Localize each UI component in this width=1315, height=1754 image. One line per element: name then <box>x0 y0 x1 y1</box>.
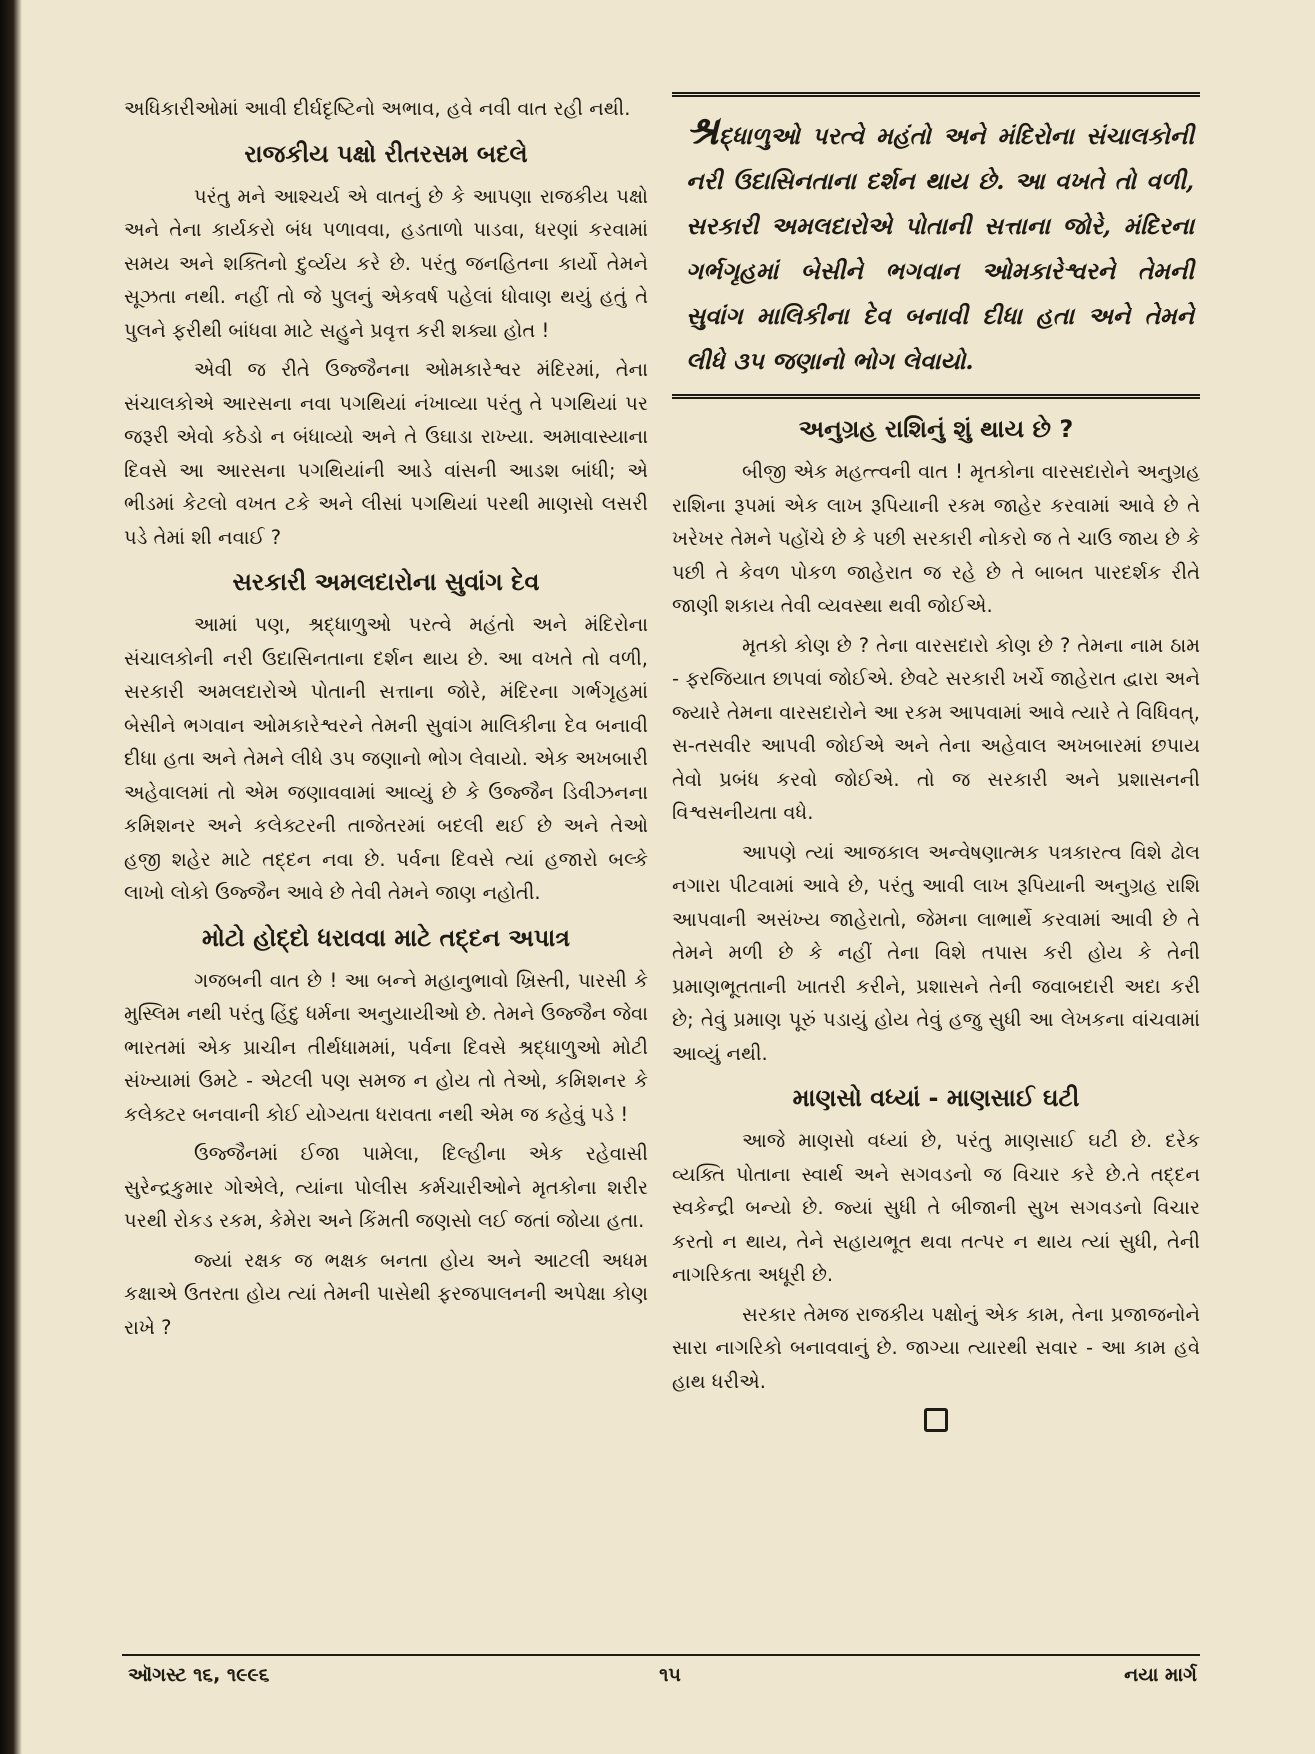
pull-quote-text <box>686 107 1194 384</box>
paragraph: એવી જ રીતે ઉજ્જૈનના ઓમકારેશ્વર મંદિરમાં, તેના સંચાલકોએ આરસના નવા પગથિયાં નંખાવ્યા પરંતુ તે પગથિયાં પર જરૂરી એવો કઠેડો ન બંધાવ્યો અને તે ઉઘાડા રાખ્યા. અમાવાસ્યાના દિવસે આ આરસના પગથિયાંની આડે વાંસની આડશ બાંધી; એ ભીડમાં કેટલો વખત ટકે અને લીસાં પગથિયાં પરથી માણસો લસરી પડે તેમાં શી નવાઈ ? <box>124 358 648 549</box>
paragraph: ઉજ્જૈનમાં ઈજા પામેલા, દિલ્હીના એક રહેવાસી સુરેન્દ્રકુમાર ગોએલે, ત્યાંના પોલીસ કર્મચારીઓને મૃતકોના શરીર પરથી રોકડ રકમ, કેમેરા અને કિંમતી જણસો લઈ જતાં જોયા હતા. <box>124 1142 648 1232</box>
section-heading: મોટો હોદ્દો ધરાવવા માટે તદ્દન અપાત્ર <box>201 923 570 952</box>
page-edge <box>0 0 22 1754</box>
right-column <box>672 92 1200 1432</box>
paragraph: આજે માણસો વધ્યાં છે, પરંતુ માણસાઈ ઘટી છે. દરેક વ્યક્તિ પોતાના સ્વાર્થ અને સગવડનો જ વિચાર કરે છે.તે તદ્દન સ્વકેન્દ્રી બન્યો છે. જ્યાં સુધી તે બીજાની સુખ સગવડનો વિચાર કરતો ન થાય, તેને સહાયભૂત થવા તત્પર ન થાય ત્યાં સુધી, તેની નાગરિકતા અધૂરી છે. <box>672 1129 1200 1286</box>
paragraph: પરંતુ મને આશ્ચર્ય એ વાતનું છે કે આપણા રાજકીય પક્ષો અને તેના કાર્યકરો બંધ પળાવવા, હડતાળો પાડવા, ધરણાં કરવામાં સમય અને શક્તિનો દુર્વ્યય કરે છે. પરંતુ જનહિતના કાર્યો તેમને સૂઝતા નથી. નહીં તો જે પુલનું એકવર્ષ પહેલાં ધોવાણ થયું હતું તે પુલને ફરીથી બાંધવા માટે સહુને પ્રવૃત્ત કરી શક્યા હોત ! <box>124 184 648 342</box>
paragraph: મૃતકો કોણ છે ? તેના વારસદારો કોણ છે ? તેમના નામ ઠામ - ફરજિયાત છાપવાં જોઈએ. છેવટે સરકારી ખર્ચે જાહેરાત દ્વારા અને જ્યારે તેમના વારસદારોને આ રકમ આપવામાં આવે ત્યારે તે વિધિવત્, સ-તસવીર આપવી જોઈએ અને તેના અહેવાલ અખબારમાં છપાય તેવો પ્રબંધ કરવો જોઈએ. તો જ સરકારી અને પ્રશાસનની વિશ્વસનીયતા વધે. <box>672 633 1200 824</box>
footer-divider <box>122 1654 1200 1656</box>
paragraph: આમાં પણ, શ્રદ્ધાળુઓ પરત્વે મહંતો અને મંદિરોના સંચાલકોની નરી ઉદાસિનતાના દર્શન થાય છે. આ વખતે તો વળી, સરકારી અમલદારોએ પોતાની સત્તાના જોરે, મંદિરના ગર્ભગૃહમાં બેસીને ભગવાન ઓમકારેશ્વરને તેમની સુવાંગ માલિકીના દેવ બનાવી દીધા હતા અને તેમને લીધે ૩૫ જણાનો ભોગ લેવાયો. એક અખબારી અહેવાલમાં તો એમ જણાવવામાં આવ્યું છે કે ઉજ્જૈન ડિવીઝનના કમિશનર અને કલેક્ટરની તાજેતરમાં બદલી થઈ છે અને તેઓ હજી શહેર માટે તદ્દન નવા છે. પર્વના દિવસે ત્યાં હજારો બલ્કે લાખો લોકો ઉજ્જૈન આવે છે તેવી તેમને જાણ નહોતી. <box>124 613 648 904</box>
pull-quote <box>672 92 1200 399</box>
end-of-article-square-icon <box>924 1408 948 1432</box>
section-heading: માણસો વધ્યાં - માણસાઈ ઘટી <box>792 1084 1080 1112</box>
section-heading: અનુગ્રહ રાશિનું શું થાય છે ? <box>798 415 1074 443</box>
paragraph: બીજી એક મહત્ત્વની વાત ! મૃતકોના વારસદારોને અનુગ્રહ રાશિના રૂપમાં એક લાખ રૂપિયાની રકમ જાહેર કરવામાં આવે છે તે ખરેખર તેમને પહોંચે છે કે પછી સરકારી નોકરો જ તે ચાઉ જાય છે કે પછી તે કેવળ પોકળ જાહેરાત જ રહે છે તે બાબત પારદર્શક રીતે જાણી શકાય તેવી વ્યવસ્થા થવી જોઈએ. <box>672 460 1200 617</box>
footer-date: ઑગસ્ટ ૧૬, ૧૯૯૬ <box>128 1664 270 1686</box>
pull-quote-body: દ્ધાળુઓ પરત્વે મહંતો અને મંદિરોના સંચાલકોની નરી ઉદાસિનતાના દર્શન થાય છે. આ વખતે તો વળી, સરકારી અમલદારોએ પોતાની સત્તાના જોરે, મંદિરના ગર્ભગૃહમાં બેસીને ભગવાન ઓમકારેશ્વરને તેમની સુવાંગ માલિકીના દેવ બનાવી દીધા હતા અને તેમને લીધે ૩૫ જણાનો ભોગ લેવાયો. <box>686 122 1194 375</box>
section-heading: રાજકીય પક્ષો રીતરસમ બદલે <box>244 139 528 168</box>
paragraph: જ્યાં રક્ષક જ ભક્ષક બનતા હોય અને આટલી અધમ કક્ષાએ ઉતરતા હોય ત્યાં તેમની પાસેથી ફરજપાલનની અપેક્ષા કોણ રાખે ? <box>124 1248 648 1339</box>
left-column <box>124 92 648 1350</box>
paragraph: ગજબની વાત છે ! આ બન્ને મહાનુભાવો ખ્રિસ્તી, પારસી કે મુસ્લિમ નથી પરંતુ હિંદુ ધર્મના અનુયાયીઓ છે. તેમને ઉજ્જૈન જેવા ભારતમાં એક પ્રાચીન તીર્થધામમાં, પર્વના દિવસે શ્રદ્ધાળુઓ મોટી સંખ્યામાં ઉમટે - એટલી પણ સમજ ન હોય તો તેઓ, કમિશનર કે કલેક્ટર બનવાની કોઈ યોગ્યતા ધરાવતા નથી એમ જ કહેવું પડે ! <box>124 968 648 1126</box>
paragraph: સરકાર તેમજ રાજકીય પક્ષોનું એક કામ, તેના પ્રજાજનોને સારા નાગરિકો બનાવવાનું છે. જાગ્યા ત્યારથી સવાર - આ કામ હવે હાથ ધરીએ. <box>672 1302 1200 1393</box>
footer-publication: નયા માર્ગ <box>1124 1664 1197 1686</box>
footer-page-number: ૧૫ <box>659 1664 681 1686</box>
section-heading: સરકારી અમલદારોના સુવાંગ દેવ <box>232 568 540 596</box>
pull-quote-initial: શ્ર <box>686 107 719 154</box>
paragraph: આપણે ત્યાં આજકાલ અન્વેષણાત્મક પત્રકારત્વ વિશે ઢોલ નગારા પીટવામાં આવે છે, પરંતુ આવી લાખ રૂપિયાની અનુગ્રહ રાશિ આપવાની અસંખ્ય જાહેરાતો, જેમના લાભાર્થે કરવામાં આવી છે તે તેમને મળી છે કે નહીં તેના વિશે તપાસ કરી હોય કે તેની પ્રમાણભૂતતાની ખાતરી કરીને, પ્રશાસને તેની જવાબદારી અદા કરી છે; તેવું પ્રમાણ પૂરું પડાયું હોય તેવું હજુ સુધી આ લેખકના વાંચવામાં આવ્યું નથી. <box>672 840 1200 1065</box>
paragraph: અધિકારીઓમાં આવી દીર્ઘદૃષ્ટિનો અભાવ, હવે નવી વાત રહી નથી. <box>124 97 631 120</box>
